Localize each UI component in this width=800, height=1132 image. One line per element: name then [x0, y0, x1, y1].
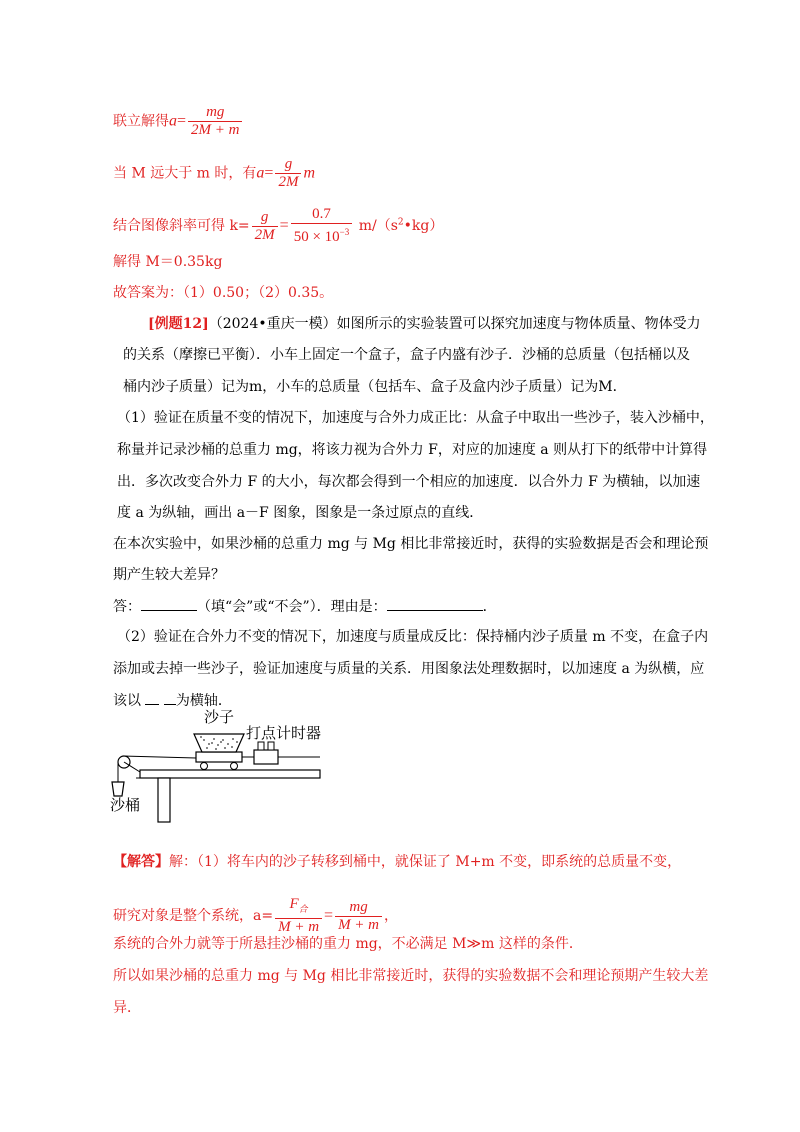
math-var: a	[169, 112, 177, 130]
part1-line-6: 期产生较大差异？	[113, 567, 225, 583]
denominator: 2M	[278, 174, 299, 190]
numerator: g	[275, 156, 301, 174]
label-sand: 沙子	[204, 708, 235, 726]
text: 研究对象是整个系统，a=	[113, 908, 274, 924]
table-top	[140, 770, 320, 778]
denominator: 2M + m	[191, 122, 240, 138]
solution-tag-line	[113, 852, 681, 872]
label-timer: 打点计时器	[246, 724, 322, 742]
text: 为横轴．	[175, 693, 232, 709]
equals: =	[177, 112, 187, 130]
equals: =	[264, 164, 274, 182]
part1-line-5: 在本次实验中，如果沙桶的总重力 mg 与 Mg 相比非常接近时，获得的实验数据是否会和理论预	[113, 536, 709, 552]
denominator-base: 50 × 10	[293, 229, 340, 245]
equals: =	[324, 907, 334, 924]
answer-blank-2[interactable]	[387, 596, 483, 611]
cart-body	[196, 752, 242, 762]
problem-intro: （2024•重庆一模）如图所示的实验装置可以探究加速度与物体质量、物体受力	[208, 316, 701, 332]
denominator: 2M	[254, 226, 275, 243]
timer-post	[268, 742, 274, 750]
problem-heading	[148, 314, 701, 334]
solution-line-3: 系统的合外力就等于所悬挂沙桶的重力 mg，不必满足 M≫m 这样的条件．	[113, 936, 583, 952]
solution-line-4: 所以如果沙桶的总重力 mg 与 Mg 相比非常接近时，获得的实验数据不会和理论预期产生较大差	[113, 968, 709, 984]
equals: =	[279, 217, 289, 234]
solution-text: 解：（1）将车内的沙子转移到桶中，就保证了 M+m 不变，即系统的总质量不变，	[169, 854, 682, 870]
exponent: −3	[339, 227, 350, 237]
answer-blank-3b[interactable]	[164, 690, 176, 705]
fraction	[275, 156, 301, 191]
part1-line-1: （1）验证在质量不变的情况下，加速度与合外力成正比：从盒子中取出一些沙子，装入沙桶中，	[117, 410, 714, 426]
fraction	[291, 206, 353, 246]
answer-blank-1[interactable]	[141, 596, 197, 611]
solution-line-1	[113, 104, 244, 139]
answer-end: ．	[482, 599, 497, 615]
part2-line-1: （2）验证在合外力不变的情况下，加速度与质量成反比：保持桶内沙子质量 m 不变，在盒子内	[117, 629, 709, 645]
text: 该以	[113, 693, 141, 709]
solution-line-5: 异．	[113, 1000, 141, 1016]
answer-prefix: 答：	[113, 599, 141, 615]
denominator	[291, 224, 353, 246]
math-var: a	[256, 164, 265, 182]
part2-line-2: 添加或去掉一些沙子，验证加速度与质量的关系．用图象法处理数据时，以加速度 a 为纵横，应	[113, 661, 705, 677]
label-bucket: 沙桶	[110, 796, 141, 814]
solution-formula-line	[113, 896, 398, 936]
fraction	[188, 104, 242, 139]
solution-line-4: 解得 M＝0.35kg	[113, 254, 223, 270]
solution-tag: 【解答】	[113, 854, 169, 870]
example-label: [例题12]	[148, 316, 209, 332]
apparatus-figure	[108, 706, 328, 824]
denominator: M + m	[338, 916, 380, 933]
unit-exponent: 2	[397, 217, 404, 228]
string	[124, 756, 196, 758]
numerator: mg	[335, 899, 382, 917]
solution-line-3	[113, 206, 443, 246]
math-var: m	[303, 164, 316, 182]
part1-line-2: 称量并记录沙桶的总重力 mg，将该力视为合外力 F，对应的加速度 a 则从打下的纸带中计算得	[117, 442, 708, 458]
force-symbol: F	[289, 896, 299, 912]
part1-line-4: 度 a 为纵轴，画出 a－F 图象，图象是一条过原点的直线．	[117, 505, 484, 521]
text: 当 M 远大于 m 时，有	[113, 165, 257, 182]
answer-line	[113, 596, 497, 617]
answer-summary: 故答案为：（1）0.50；（2）0.35。	[113, 285, 334, 301]
solution-line-2	[113, 156, 315, 191]
numerator: mg	[188, 104, 242, 122]
timer-body	[254, 750, 278, 764]
part1-line-3: 出．多次改变合外力 F 的大小，每次都会得到一个相应的加速度．以合外力 F 为横轴，以加速	[117, 474, 701, 490]
answer-blank-3a[interactable]	[145, 690, 159, 705]
timer-post	[258, 742, 264, 750]
numerator: g	[252, 209, 278, 227]
table-leg	[158, 778, 170, 822]
cart-wheel	[231, 763, 238, 770]
fraction	[252, 209, 278, 244]
punctuation: ，	[384, 908, 399, 924]
fraction	[335, 899, 382, 934]
numerator	[275, 896, 322, 919]
unit: m/（s	[358, 218, 398, 234]
subscript: 合	[298, 904, 308, 914]
cart-wheel	[201, 763, 208, 770]
problem-line-2: 的关系（摩擦已平衡）．小车上固定一个盒子，盒子内盛有沙子．沙桶的总质量（包括桶以及	[123, 347, 690, 363]
fraction	[275, 896, 322, 936]
unit: •kg）	[403, 218, 444, 234]
answer-mid: （填“会”或“不会”）．理由是：	[197, 599, 387, 615]
numerator: 0.7	[291, 206, 353, 224]
text: 联立解得	[113, 113, 169, 130]
text: 结合图像斜率可得 k=	[113, 218, 250, 234]
problem-line-3: 桶内沙子质量）记为m，小车的总质量（包括车、盒子及盒内沙子质量）记为M．	[123, 379, 627, 395]
denominator: M + m	[278, 919, 320, 935]
